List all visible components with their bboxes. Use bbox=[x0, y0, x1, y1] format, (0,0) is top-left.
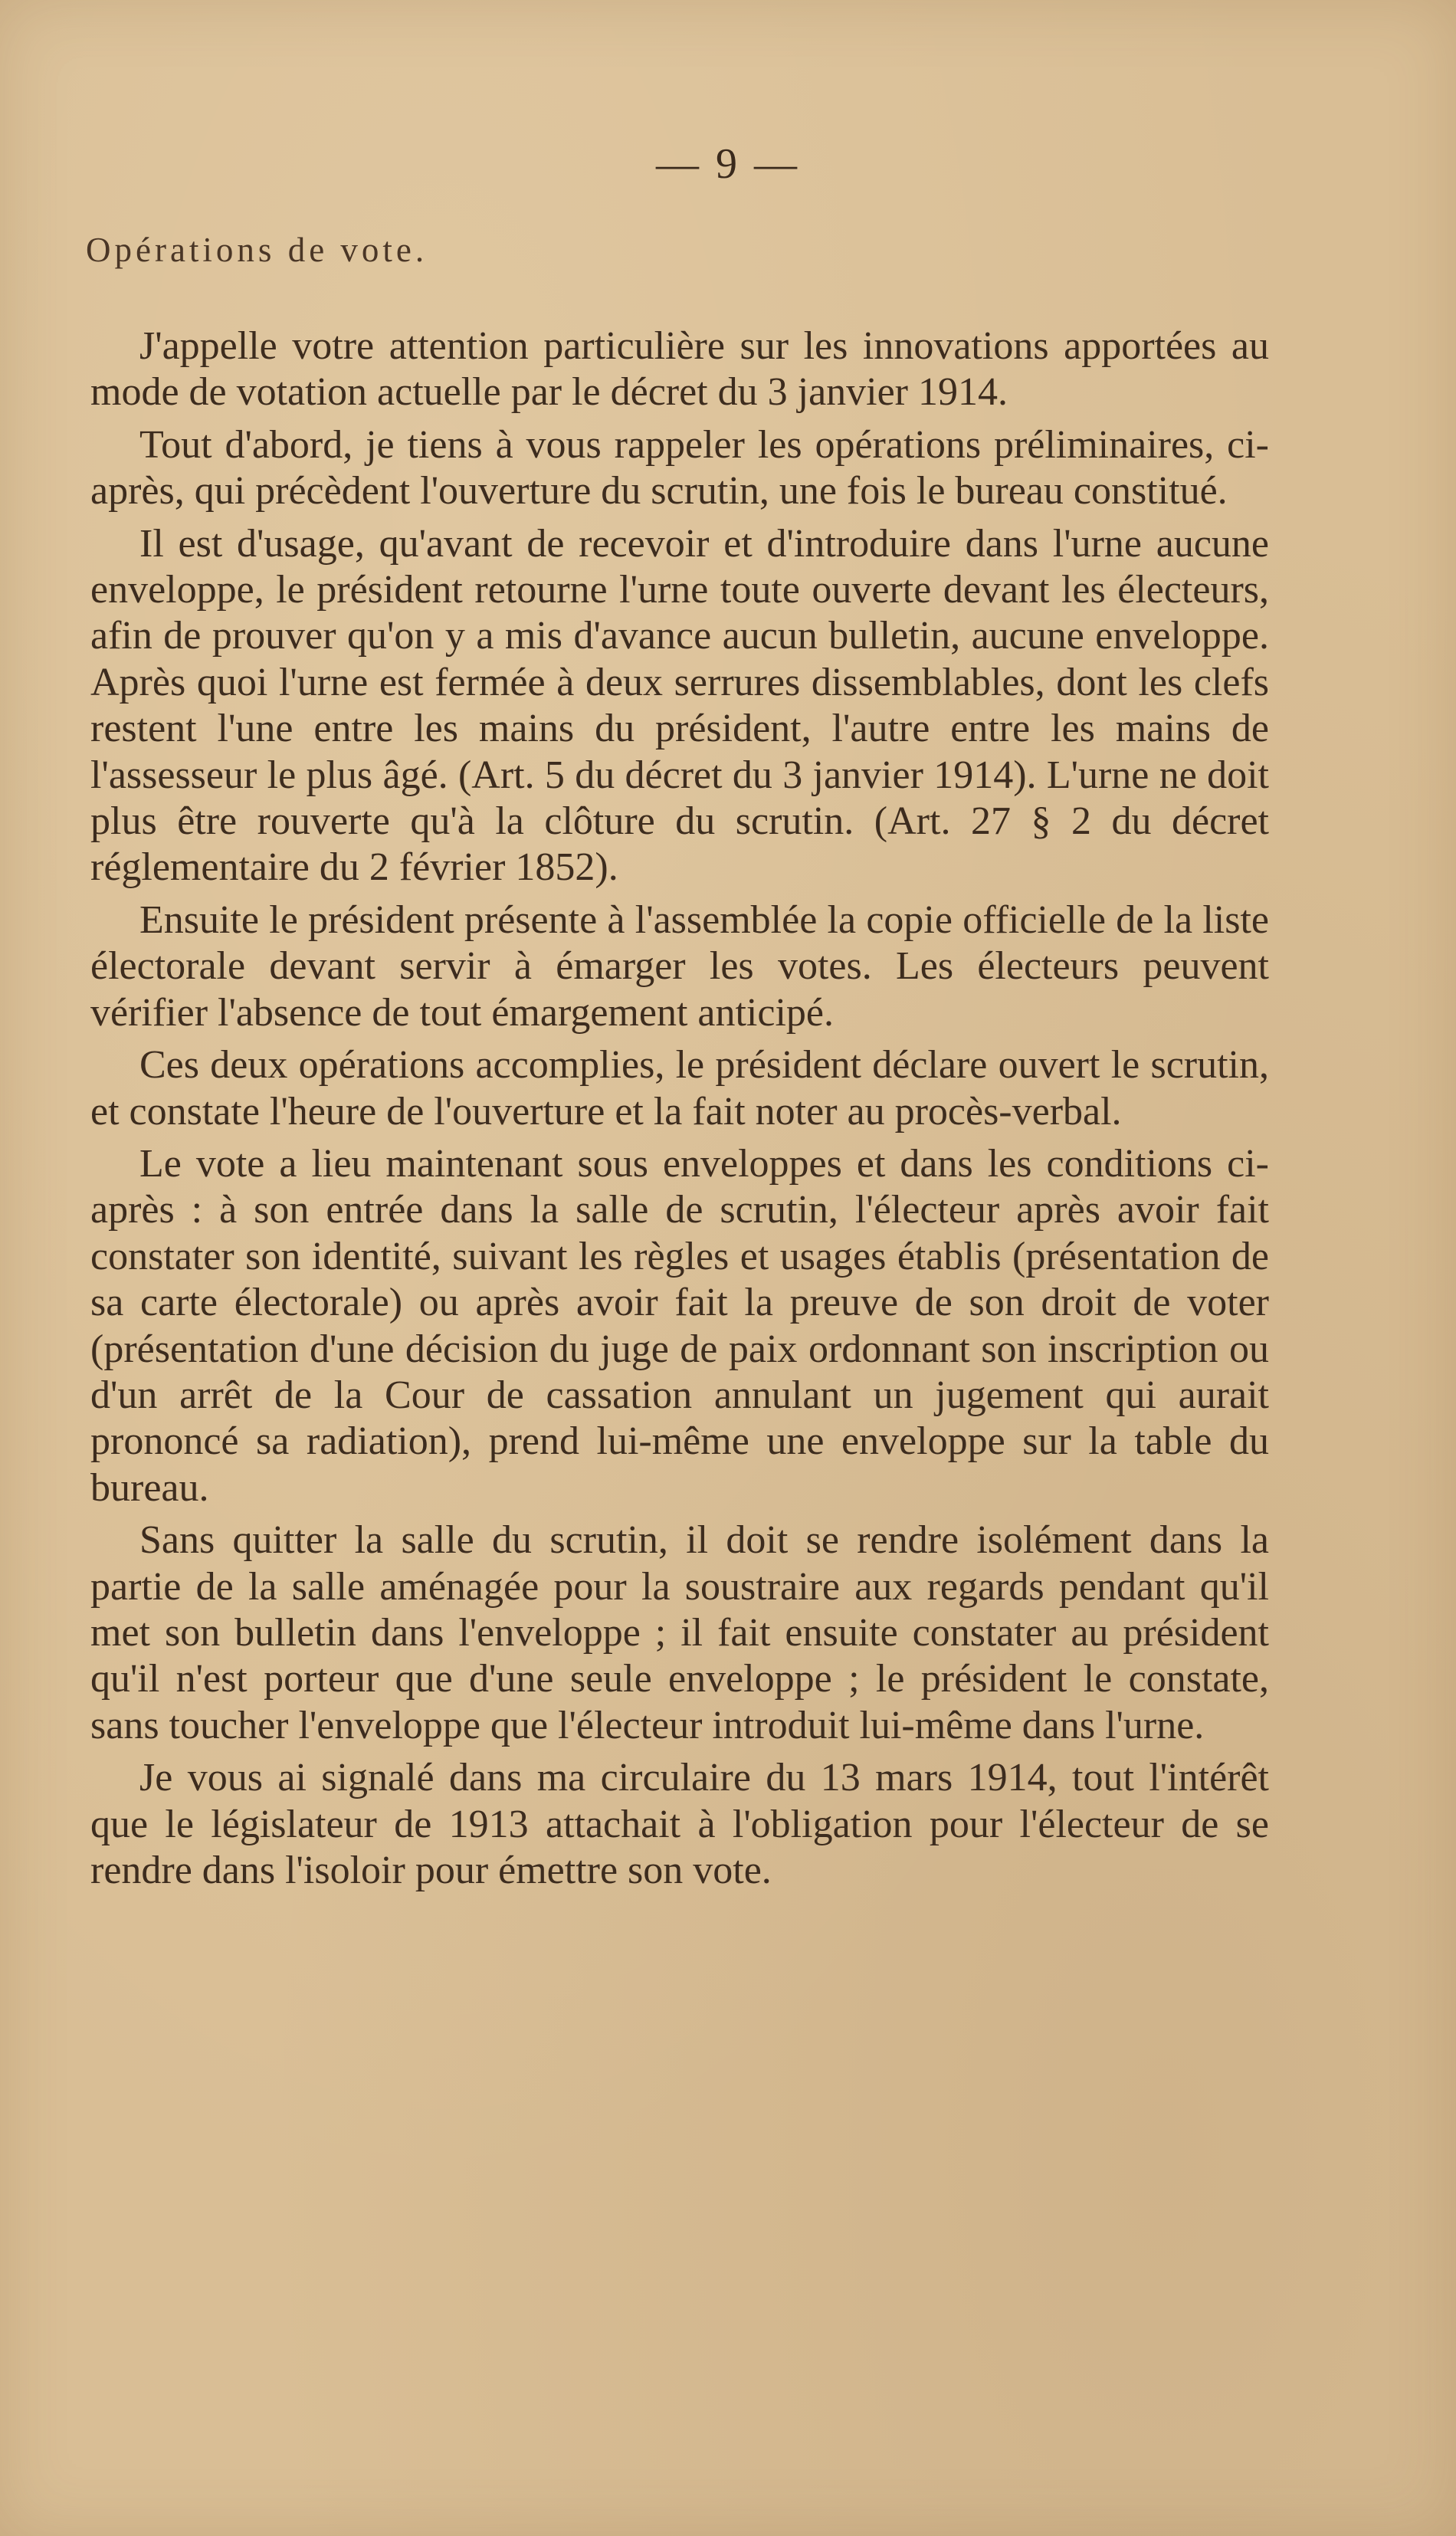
page-number: — 9 — bbox=[656, 140, 800, 188]
paragraph: Il est d'usage, qu'avant de recevoir et d'introduire dans l'urne aucune enveloppe, le président retourne l'urne toute ouverte devant les électeurs, afin de prouver qu'on y a mis d'avance aucun bulletin, aucune enveloppe. Après quoi l'urne est fermée à deux serrures dissemblables, dont les clefs restent l'une entre les mains du président, l'autre entre les mains de l'assesseur le plus âgé. (Art. 5 du décret du 3 janvier 1914). L'urne ne doit plus être rouverte qu'à la clôture du scrutin. (Art. 27 § 2 du décret réglementaire du 2 février 1852). bbox=[90, 521, 1269, 890]
paragraph: Ensuite le président présente à l'assemblée la copie officielle de la liste électorale devant servir à émarger les votes. Les électeurs peuvent vérifier l'absence de tout émargement anticipé. bbox=[90, 897, 1269, 1035]
paragraph: J'appelle votre attention particulière sur les innovations apportées au mode de votation actuelle par le décret du 3 janvier 1914. bbox=[90, 324, 1269, 415]
body-text bbox=[90, 323, 1269, 1900]
section-heading: Opérations de vote. bbox=[86, 231, 428, 269]
paragraph: Ces deux opérations accomplies, le président déclare ouvert le scrutin, et constate l'heure de l'ouverture et la fait noter au procès-verbal. bbox=[90, 1043, 1269, 1133]
paragraph: Tout d'abord, je tiens à vous rappeler les opérations préliminaires, ci-après, qui précèdent l'ouverture du scrutin, une fois le bureau constitué. bbox=[90, 422, 1269, 513]
paragraph: Sans quitter la salle du scrutin, il doit se rendre isolément dans la partie de la salle aménagée pour la soustraire aux regards pendant qu'il met son bulletin dans l'enveloppe ; il fait ensuite constater au président qu'il n'est porteur que d'une seule enveloppe ; le président le constate, sans toucher l'enveloppe que l'électeur introduit lui-même dans l'urne. bbox=[90, 1518, 1269, 1747]
paragraph: Le vote a lieu maintenant sous enveloppes et dans les conditions ci-après : à son entrée dans la salle de scrutin, l'électeur après avoir fait constater son identité, suivant les règles et usages établis (présentation de sa carte électorale) ou après avoir fait la preuve de son droit de voter (présentation d'une décision du juge de paix ordonnant son inscription ou d'un arrêt de la Cour de cassation annulant un jugement qui aurait prononcé sa radiation), prend lui-même une enveloppe sur la table du bureau. bbox=[90, 1141, 1269, 1510]
paragraph: Je vous ai signalé dans ma circulaire du 13 mars 1914, tout l'intérêt que le législateur de 1913 attachait à l'obligation pour l'électeur de se rendre dans l'isoloir pour émettre son vote. bbox=[90, 1756, 1269, 1892]
